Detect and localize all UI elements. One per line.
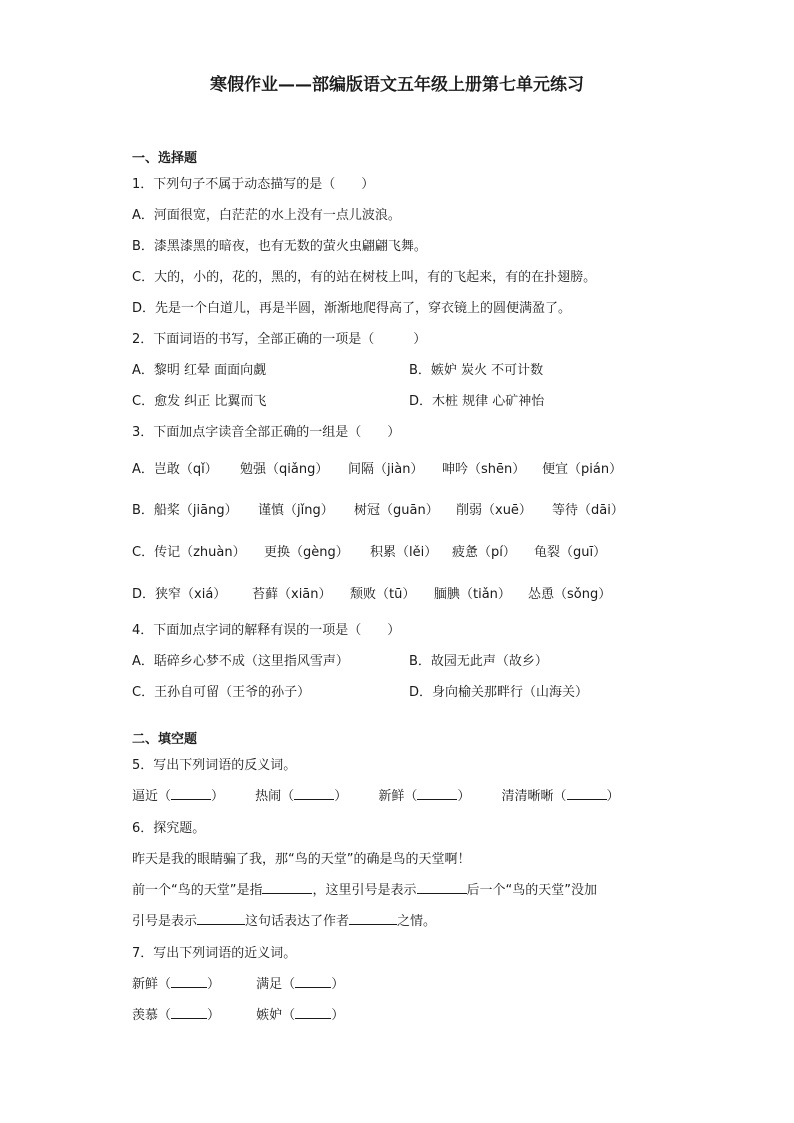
q2-option-b: B．嫉妒 炭火 不可计数 [409,363,544,378]
q3-a-item-3: 间隔（jiàn） [348,462,424,477]
q7-stem: 7．写出下列词语的近义词。 [132,946,297,961]
q1-option-a: A．河面很宽，白茫茫的水上没有一点儿波浪。 [132,208,401,223]
q3-option-a [132,458,622,477]
q5-word-3: 新鲜（ [378,789,418,804]
q5-close-4: ） [606,789,620,804]
q6-blank-4[interactable] [349,913,397,925]
q2-option-d: D．木桩 规律 心矿神怡 [409,394,545,409]
q3-a-item-2: 勉强（qiǎng） [240,462,329,477]
q5-word-4: 清清晰晰（ [501,789,567,804]
q3-a-item-1: A．岂敢（qǐ） [132,462,218,477]
q4-option-c: C．王孙自可留（王爷的孙子） [132,685,311,700]
q2-stem: 2．下面词语的书写，全部正确的一项是（ ） [132,332,427,347]
q7-blank-1[interactable] [171,976,207,988]
q3-d-item-3: 颓败（tū） [350,587,416,602]
q6-blank-3[interactable] [197,913,245,925]
q3-option-c [132,541,606,560]
q5-close-3: ） [457,789,471,804]
q7-blank-4[interactable] [295,1007,331,1019]
q1-stem: 1．下列句子不属于动态描写的是（ ） [132,177,375,192]
q6-text-2c: 之情。 [397,914,437,929]
q3-b-item-2: 谨慎（jǐng） [258,503,334,518]
q3-d-item-1: D．狭窄（xiá） [132,587,227,602]
q3-stem: 3．下面加点字读音全部正确的一组是（ ） [132,425,401,440]
q4-option-d: D．身向榆关那畔行（山海关） [409,685,589,700]
q2-option-a: A．黎明 红晕 面面向觑 [132,363,267,378]
q6-text-1c: 后一个“鸟的天堂”没加 [466,883,597,898]
q5-blank-2[interactable] [294,788,334,800]
q7-close-3: ） [207,1008,221,1023]
q4-stem: 4．下面加点字词的解释有误的一项是（ ） [132,623,401,638]
q5-close-1: ） [211,789,225,804]
q3-c-item-2: 更换（gèng） [264,545,349,560]
q2-option-c: C．愈发 纠正 比翼而飞 [132,394,267,409]
section-heading-fill: 二、填空题 [132,732,198,747]
q3-option-d [132,583,611,602]
q3-d-item-2: 苔藓（xiān） [252,587,332,602]
q6-text-2a: 引号是表示 [132,914,198,929]
q3-a-item-5: 便宜（pián） [542,462,623,477]
section-heading-choice: 一、选择题 [132,151,198,166]
q3-d-item-5: 怂恿（sǒng） [528,587,612,602]
q3-c-item-5: 龟裂（guī） [534,545,607,560]
q7-word-1: 新鲜（ [132,977,172,992]
q6-line-2 [132,910,436,929]
q7-blank-2[interactable] [295,976,331,988]
q6-line-1 [132,879,597,898]
q3-d-item-4: 腼腆（tiǎn） [434,587,511,602]
q7-close-1: ） [207,977,221,992]
q5-close-2: ） [334,789,348,804]
page-title: 寒假作业——部编版语文五年级上册第七单元练习 [210,75,584,95]
q1-option-c: C．大的，小的，花的，黑的，有的站在树枝上叫，有的飞起来，有的在扑翅膀。 [132,270,597,285]
q3-b-item-4: 削弱（xuē） [456,503,532,518]
q3-b-item-3: 树冠（guān） [354,503,439,518]
q3-a-item-4: 呻吟（shēn） [442,462,526,477]
q3-b-item-5: 等待（dāi） [552,503,624,518]
q7-close-2: ） [331,977,345,992]
q3-c-item-1: C．传记（zhuàn） [132,545,246,560]
q6-text-2b: 这句话表达了作者 [245,914,350,929]
q7-word-3: 羡慕（ [132,1008,172,1023]
q5-word-2: 热闹（ [255,789,295,804]
q7-word-2: 满足（ [256,977,296,992]
q6-sentence: 昨天是我的眼睛骗了我，那“鸟的天堂”的确是鸟的天堂啊！ [132,852,471,867]
q5-blank-3[interactable] [417,788,457,800]
q5-blank-4[interactable] [567,788,607,800]
q5-word-1: 逼近（ [132,789,172,804]
q7-close-4: ） [331,1008,345,1023]
q3-option-b [132,499,624,518]
q6-blank-2[interactable] [417,882,467,894]
q7-word-4: 嫉妒（ [256,1008,296,1023]
q1-option-b: B．漆黑漆黑的暗夜，也有无数的萤火虫翩翩飞舞。 [132,239,427,254]
q6-text-1b: ，这里引号是表示 [312,883,417,898]
q4-option-b: B．故园无此声（故乡） [409,654,548,669]
q6-stem: 6．探究题。 [132,821,206,836]
q7-row-2 [132,1004,344,1023]
q5-stem: 5．写出下列词语的反义词。 [132,758,297,773]
q5-blank-1[interactable] [171,788,211,800]
q3-c-item-4: 疲惫（pí） [452,545,516,560]
q6-blank-1[interactable] [262,882,312,894]
q3-c-item-3: 积累（lěi） [370,545,438,560]
q7-row-1 [132,973,344,992]
q5-answers [132,785,620,804]
q6-text-1a: 前一个“鸟的天堂”是指 [132,883,263,898]
q4-option-a: A．聒碎乡心梦不成（这里指风雪声） [132,654,349,669]
q7-blank-3[interactable] [171,1007,207,1019]
q3-b-item-1: B．船桨（jiāng） [132,503,238,518]
q1-option-d: D．先是一个白道儿，再是半圆，渐渐地爬得高了，穿衣镜上的圆便满盈了。 [132,301,572,316]
